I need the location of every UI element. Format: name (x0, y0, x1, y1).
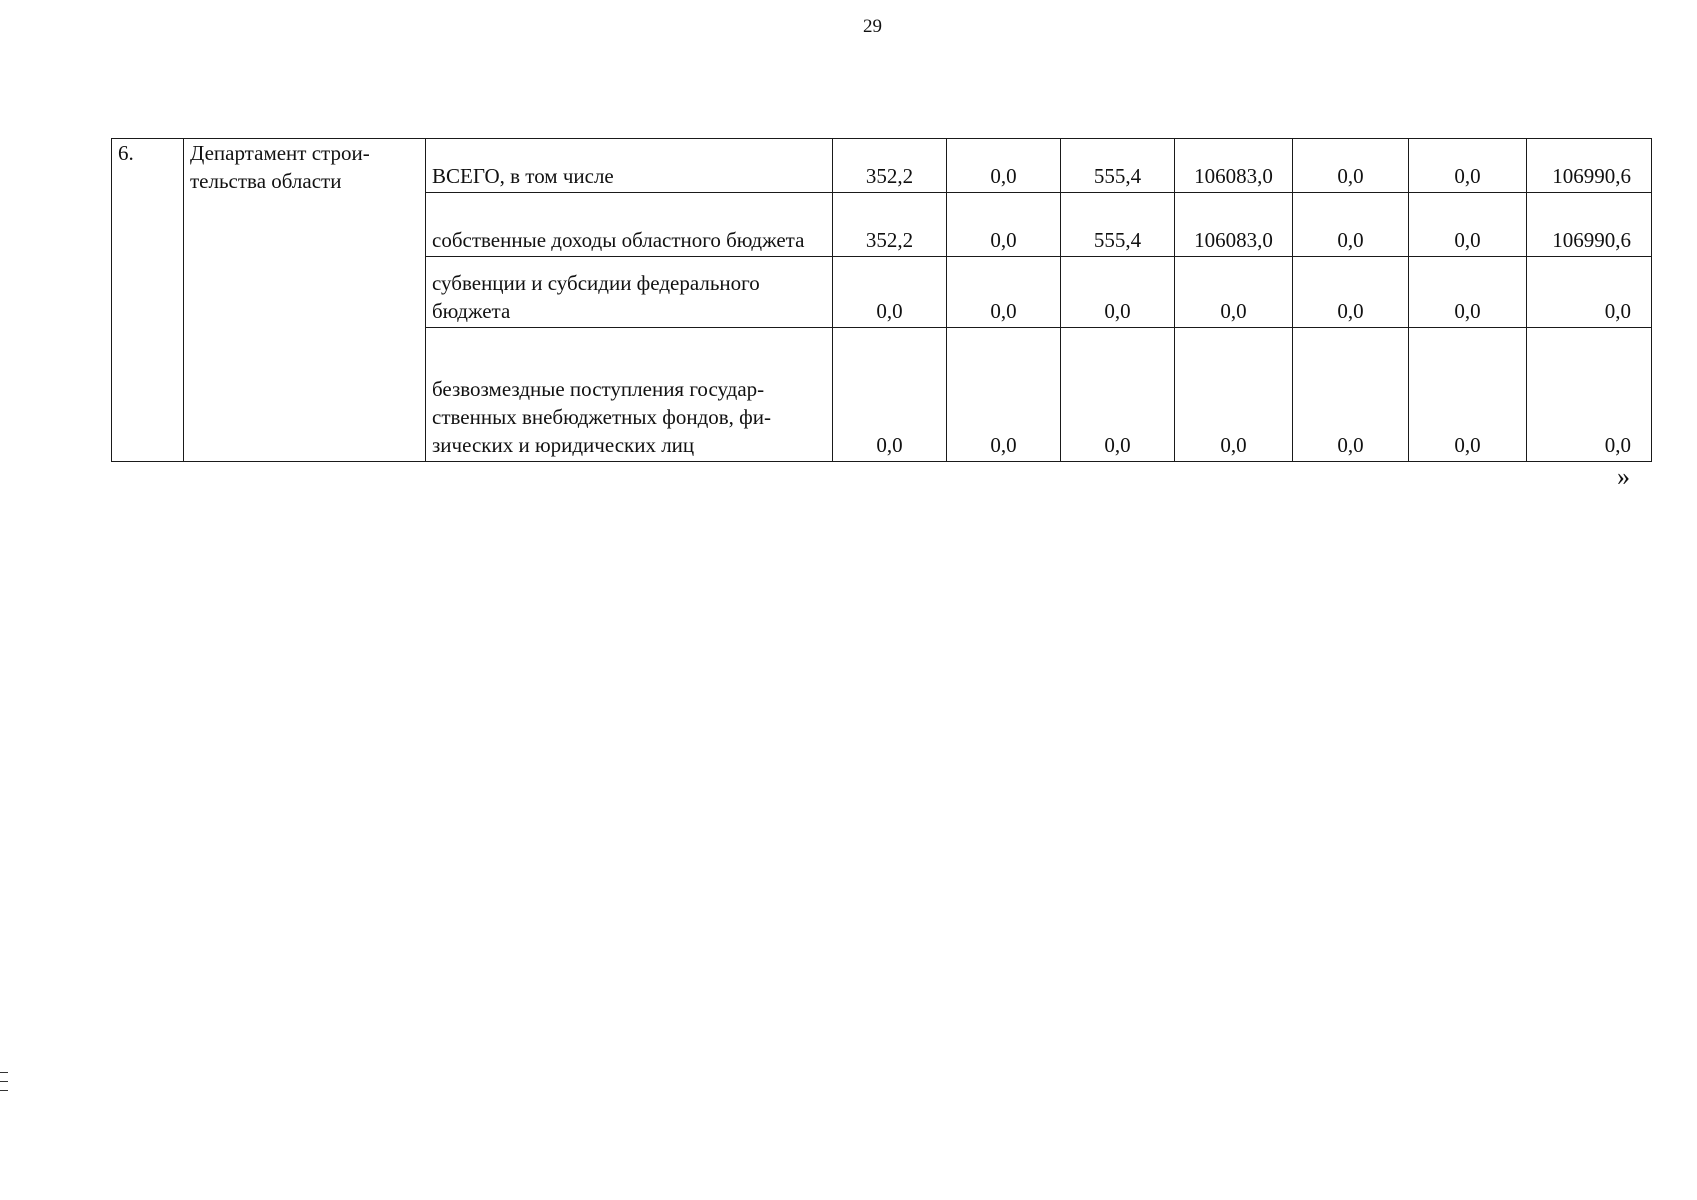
value-cell: 352,2 (833, 193, 947, 257)
margin-mark (0, 1072, 8, 1073)
value-cell: 0,0 (947, 139, 1061, 193)
margin-mark (0, 1090, 8, 1091)
value-cell: 0,0 (1175, 328, 1293, 462)
table-row (112, 139, 1652, 193)
value-cell: 0,0 (1409, 328, 1527, 462)
value-cell: 0,0 (833, 257, 947, 328)
value-cell: 106990,6 (1527, 193, 1652, 257)
value-cell: 106083,0 (1175, 193, 1293, 257)
value-cell: 0,0 (833, 328, 947, 462)
value-cell: 0,0 (1527, 328, 1652, 462)
value-cell: 106990,6 (1527, 139, 1652, 193)
value-cell: 0,0 (947, 328, 1061, 462)
value-cell: 555,4 (1061, 139, 1175, 193)
value-cell: 0,0 (1409, 257, 1527, 328)
value-cell: 0,0 (1293, 328, 1409, 462)
source-cell: ВСЕГО, в том числе (426, 139, 833, 193)
value-cell: 0,0 (1527, 257, 1652, 328)
value-cell: 0,0 (1409, 193, 1527, 257)
value-cell: 0,0 (1293, 257, 1409, 328)
value-cell: 0,0 (947, 193, 1061, 257)
value-cell: 0,0 (1409, 139, 1527, 193)
closing-quote: » (1617, 462, 1630, 491)
value-cell: 0,0 (1293, 193, 1409, 257)
source-cell: субвенции и субсидии федерального бюджета (426, 257, 833, 328)
budget-table (111, 138, 1652, 462)
row-number-cell: 6. (112, 139, 184, 462)
value-cell: 106083,0 (1175, 139, 1293, 193)
table-body (112, 139, 1652, 462)
value-cell: 352,2 (833, 139, 947, 193)
value-cell: 0,0 (947, 257, 1061, 328)
margin-mark (0, 1081, 8, 1082)
value-cell: 0,0 (1175, 257, 1293, 328)
value-cell: 0,0 (1061, 328, 1175, 462)
source-cell: безвозмездные поступления государ-ственных внебюджетных фондов, фи-зических и юридических лиц (426, 328, 833, 462)
department-cell: Департамент строи-тельства области (184, 139, 426, 462)
source-cell: собственные доходы областного бюджета (426, 193, 833, 257)
value-cell: 0,0 (1293, 139, 1409, 193)
value-cell: 555,4 (1061, 193, 1175, 257)
value-cell: 0,0 (1061, 257, 1175, 328)
page-number: 29 (863, 16, 882, 37)
